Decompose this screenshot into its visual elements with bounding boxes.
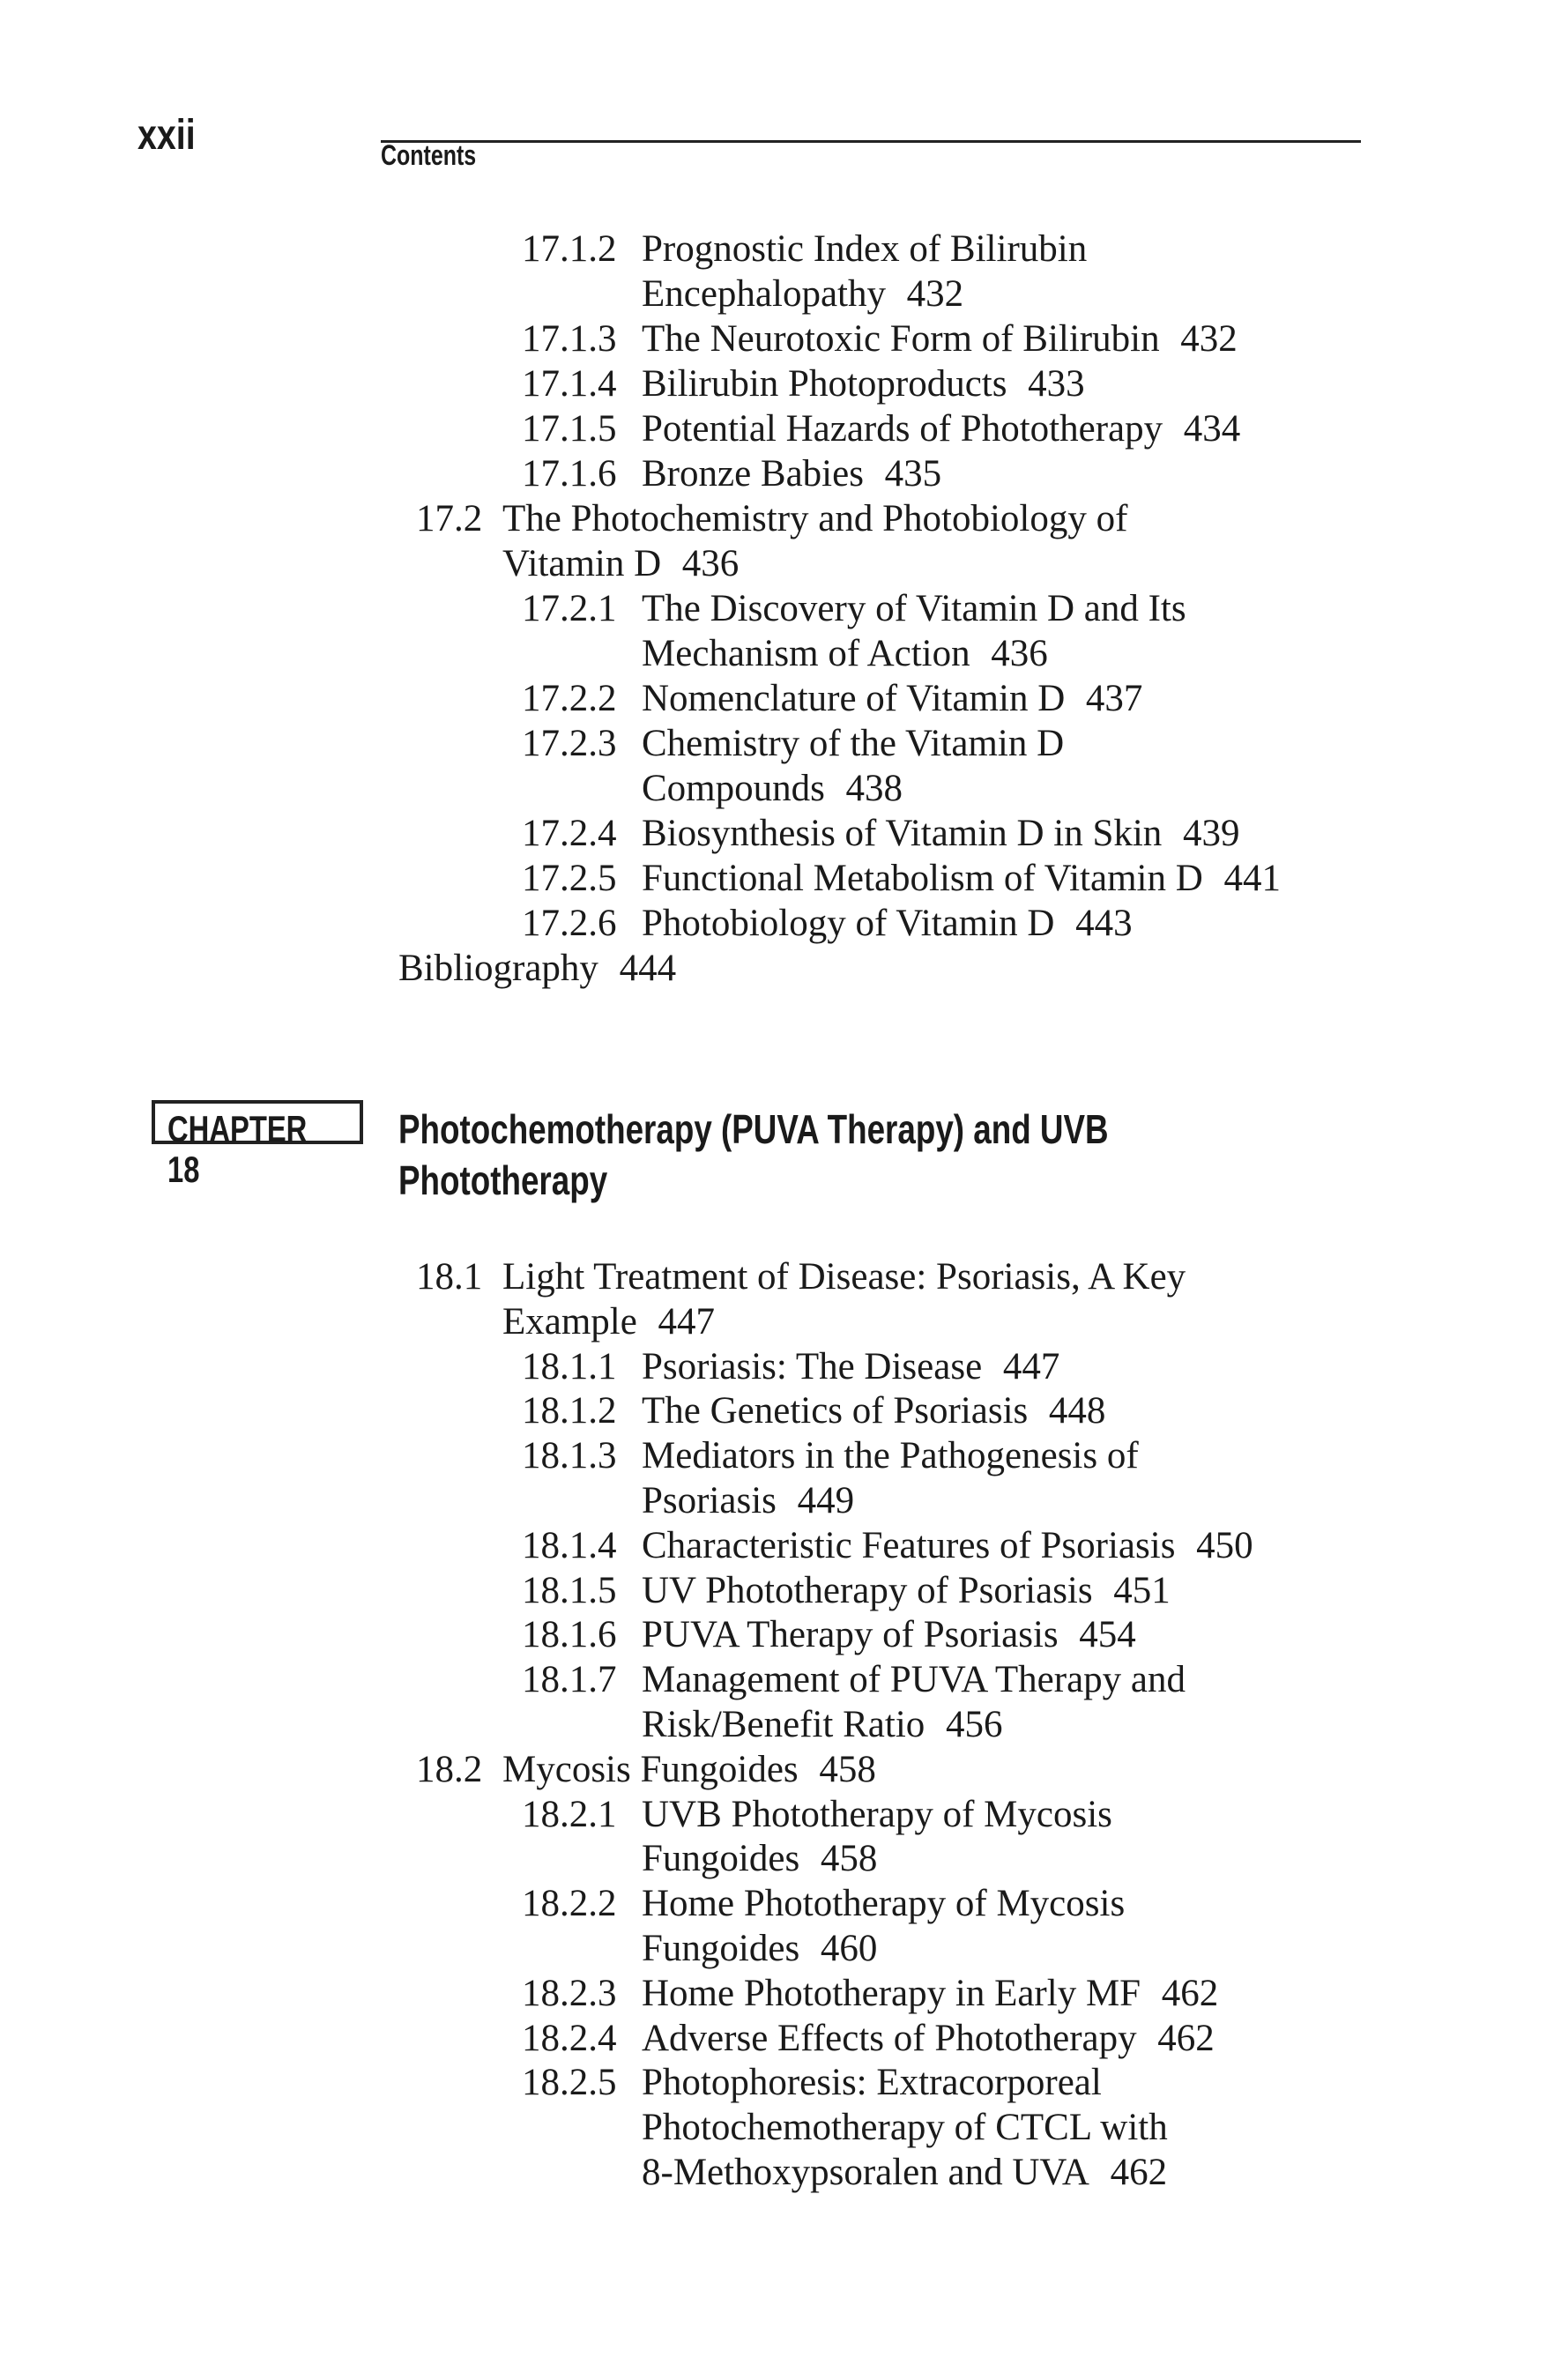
toc-section-number: 17.1.2 (522, 228, 617, 270)
toc-section-title (642, 901, 1133, 946)
toc-title-line: Photochemotherapy of CTCL with (642, 2107, 1168, 2149)
toc-title-line: Photophoresis: Extracorporeal (642, 2062, 1102, 2104)
toc-section-number: 17.2 (416, 498, 483, 539)
toc-title-line: Fungoides 460 (642, 1927, 878, 1969)
toc-title-line: Management of PUVA Therapy and (642, 1659, 1186, 1701)
toc-section-number: 18.1.1 (522, 1345, 617, 1387)
toc-section-number: 17.1.4 (522, 363, 617, 405)
toc-section-title (502, 1748, 876, 1793)
toc-page-number: 438 (845, 768, 903, 809)
toc-section-number: 18.2.1 (522, 1793, 617, 1835)
toc-title-line: Photobiology of Vitamin D 443 (642, 903, 1133, 944)
toc-section-number: 17.1.3 (522, 318, 617, 360)
page-number: xxii (138, 112, 196, 159)
toc-section-title (642, 1658, 1186, 1748)
toc-page-number: 451 (1113, 1569, 1171, 1611)
toc-title-line: Home Phototherapy in Early MF 462 (642, 1972, 1219, 2014)
toc-page-number: 454 (1079, 1614, 1136, 1656)
toc-page-number: 460 (820, 1927, 878, 1969)
toc-page-number: 434 (1183, 408, 1241, 450)
chapter-label-box (152, 1100, 363, 1190)
toc-title-line: Chemistry of the Vitamin D (642, 723, 1065, 764)
toc-section-number: 17.2.1 (522, 588, 617, 629)
toc-page-number: 433 (1028, 363, 1085, 405)
toc-section-number: 18.1.2 (522, 1390, 617, 1432)
toc-page-number: 449 (797, 1479, 855, 1521)
toc-section-number: 18.2.2 (522, 1883, 617, 1925)
toc-section-title (642, 1524, 1253, 1569)
toc-page-number: 462 (1161, 1972, 1219, 2014)
toc-section-title (642, 1882, 1125, 1972)
toc-title-line: Light Treatment of Disease: Psoriasis, A Key (502, 1256, 1186, 1298)
toc-section-title (398, 946, 676, 991)
toc-title-line: Mycosis Fungoides 458 (502, 1748, 876, 1790)
chapter-label: CHAPTER 18 (167, 1108, 308, 1190)
toc-section-title (642, 227, 1087, 316)
toc-section-title (642, 1793, 1112, 1883)
toc-section-number: 17.2.3 (522, 723, 617, 764)
toc-section-number: 18.1.5 (522, 1569, 617, 1611)
toc-title-line: The Photochemistry and Photobiology of (502, 498, 1128, 539)
toc-section-title (642, 856, 1281, 901)
toc-section-number: 17.1.5 (522, 408, 617, 450)
toc-page-number: 447 (1002, 1345, 1060, 1387)
toc-page-number: 456 (945, 1703, 1003, 1745)
toc-section-title (642, 316, 1238, 361)
toc-page-number: 443 (1075, 903, 1133, 944)
toc-title-line: Compounds 438 (642, 768, 903, 809)
toc-section-number: 17.2.2 (522, 678, 617, 719)
toc-section-number: 18.1.6 (522, 1614, 617, 1656)
toc-title-line: 8-Methoxypsoralen and UVA 462 (642, 2151, 1168, 2193)
toc-page-number: 444 (619, 948, 677, 989)
running-head (0, 0, 1561, 176)
toc-title-line: Psoriasis: The Disease 447 (642, 1345, 1060, 1387)
toc-title-line: PUVA Therapy of Psoriasis 454 (642, 1614, 1136, 1656)
toc-page-number: 458 (819, 1748, 876, 1790)
toc-section-number: 17.2.4 (522, 813, 617, 854)
toc-title-line: Home Phototherapy of Mycosis (642, 1883, 1126, 1925)
toc-section-title (502, 496, 1127, 586)
toc-page-number: 450 (1196, 1524, 1253, 1566)
toc-section-number: 17.2.5 (522, 858, 617, 899)
toc-title-line: Nomenclature of Vitamin D 437 (642, 678, 1143, 719)
toc-title-line: UV Phototherapy of Psoriasis 451 (642, 1569, 1171, 1611)
running-head-title: Contents (381, 139, 477, 171)
toc-section-title (502, 1255, 1186, 1345)
toc-section-title (642, 361, 1085, 406)
toc-page-number: 439 (1182, 813, 1240, 854)
toc-page-number: 448 (1048, 1390, 1106, 1432)
toc-section-number: 18.2.4 (522, 2017, 617, 2059)
toc-page-number: 447 (658, 1300, 715, 1342)
toc-title-line: The Discovery of Vitamin D and Its (642, 588, 1186, 629)
toc-title-line: Bilirubin Photoproducts 433 (642, 363, 1085, 405)
toc-page-number: 458 (820, 1838, 878, 1880)
toc-section-title (642, 1613, 1136, 1658)
toc-section-number: 18.1.7 (522, 1659, 617, 1701)
toc-section-title (642, 721, 1064, 811)
toc-section-title (642, 676, 1142, 721)
toc-section-number: 18.1.4 (522, 1524, 617, 1566)
toc-section-title (642, 451, 941, 496)
toc-page-number: 435 (884, 453, 942, 495)
toc-section-number: 17.2.6 (522, 903, 617, 944)
toc-title-line: Risk/Benefit Ratio 456 (642, 1703, 1003, 1745)
toc-title-line: The Neurotoxic Form of Bilirubin 432 (642, 318, 1238, 360)
toc-page-number: 462 (1110, 2151, 1168, 2193)
toc-title-line: Psoriasis 449 (642, 1479, 855, 1521)
toc-section-title (642, 1972, 1218, 2017)
toc-section-number: 18.1.3 (522, 1435, 617, 1477)
toc-section-title (642, 586, 1186, 676)
toc-title-line: Characteristic Features of Psoriasis 450 (642, 1524, 1253, 1566)
chapter-title (398, 1104, 1386, 1206)
toc-page-number: 432 (906, 273, 964, 315)
toc-page-number: 436 (681, 543, 740, 584)
toc-section-title (642, 2061, 1168, 2195)
toc-section-number: 18.2.3 (522, 1972, 617, 2014)
toc-title-line: Mediators in the Pathogenesis of (642, 1435, 1139, 1477)
header-rule (381, 140, 1361, 143)
toc-title-line: Bibliography 444 (398, 948, 677, 989)
toc-section-title (642, 406, 1240, 451)
toc-title-line: Encephalopathy 432 (642, 273, 964, 315)
toc-title-line: Potential Hazards of Phototherapy 434 (642, 408, 1241, 450)
toc-page-number: 432 (1180, 318, 1238, 360)
toc-page-number: 441 (1223, 858, 1281, 899)
toc-section-title (642, 811, 1239, 856)
toc-title-line: Biosynthesis of Vitamin D in Skin 439 (642, 813, 1240, 854)
toc-section-title (642, 1569, 1171, 1614)
toc-title-line: Functional Metabolism of Vitamin D 441 (642, 858, 1281, 899)
toc-section-title (642, 1434, 1139, 1524)
chapter-title-line: Phototherapy (398, 1157, 608, 1203)
toc-title-line: Fungoides 458 (642, 1838, 878, 1880)
toc-section-title (642, 1389, 1105, 1434)
toc-title-line: Bronze Babies 435 (642, 453, 942, 495)
toc-title-line: The Genetics of Psoriasis 448 (642, 1390, 1106, 1432)
toc-page-number: 436 (991, 633, 1048, 674)
toc-page-number: 462 (1157, 2017, 1215, 2059)
toc-title-line: Vitamin D 436 (502, 543, 740, 584)
toc-title-line: Example 447 (502, 1300, 715, 1342)
chapter-title-line: Photochemotherapy (PUVA Therapy) and UVB (398, 1106, 1109, 1152)
toc-title-line: UVB Phototherapy of Mycosis (642, 1793, 1112, 1835)
toc-section-number: 18.1 (416, 1256, 483, 1298)
toc-section-number: 18.2.5 (522, 2062, 617, 2104)
toc-title-line: Adverse Effects of Phototherapy 462 (642, 2017, 1215, 2059)
toc-section-number: 17.1.6 (522, 453, 617, 495)
toc-title-line: Prognostic Index of Bilirubin (642, 228, 1088, 270)
toc-page-number: 437 (1085, 678, 1143, 719)
toc-section-title (642, 2017, 1215, 2062)
toc-title-line: Mechanism of Action 436 (642, 633, 1048, 674)
toc-section-title (642, 1345, 1059, 1390)
toc-section-number: 18.2 (416, 1748, 483, 1790)
